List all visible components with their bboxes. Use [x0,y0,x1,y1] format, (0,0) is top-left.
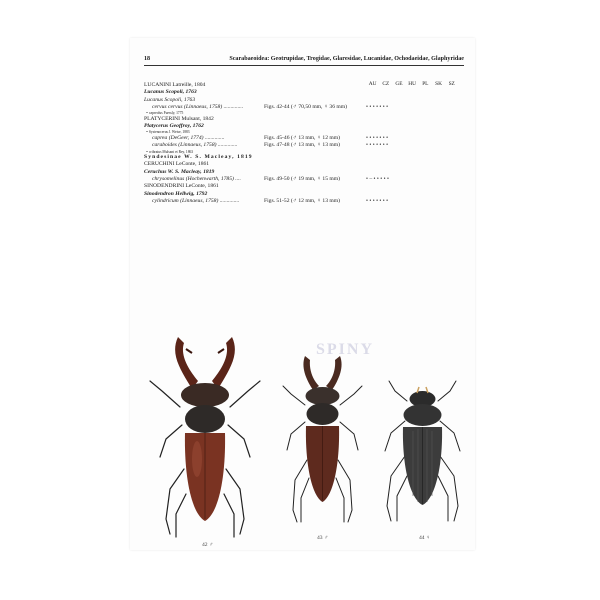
running-title: Scarabaeoidea: Geotrupidae, Trogidae, Glaresidae, Lucanidae, Ochodaeidae, Glaphyridae [229,56,464,62]
taxa-list [144,82,469,205]
taxon-row [144,97,469,104]
distribution-marks: • • • • • • • [366,142,389,149]
taxon-name: = cribratus Mulsant et Rey, 1863 [146,149,194,154]
book-page [130,38,475,550]
taxon-row [144,104,469,111]
taxon-name: chrysomelinus (Hochenwarth, 1785) .... [152,176,241,183]
figure-reference: Figs. 42-44 (♂ 70,50 mm, ♀ 36 mm) [264,103,347,110]
taxon-name: Syndesinae W. S. Macleay, 1819 [144,154,253,161]
figure-caption-42: 42 ♂ [202,542,214,548]
figure-caption-43: 43 ♂ [317,535,329,541]
taxon-name: Ceruchus W. S. Macleay, 1819 [144,168,215,175]
taxon-row [144,176,469,183]
distribution-marks: • – • • • • • [366,176,389,183]
watermark-text: SPINY [316,341,375,358]
taxon-name: caraboides (Linnaeus, 1758) .............. [152,142,238,149]
taxon-row [144,142,469,149]
distribution-marks: • • • • • • • [366,134,389,141]
taxon-name: CERUCHINI LeConte, 1861 [144,161,210,168]
header-rule [144,65,464,66]
taxon-name: cylindricum (Linnaeus, 1758) .............. [152,197,240,204]
taxon-row [144,116,469,123]
taxon-row [144,169,469,176]
country-column: AU [368,81,377,87]
taxon-row [144,191,469,198]
figure-reference: Figs. 51-52 (♂ 12 mm, ♀ 13 mm) [264,197,340,204]
taxon-name: cervus cervus (Linnaeus, 1758) .............. [152,103,244,110]
taxon-name: LUCANINI Latreille, 1804 [144,82,206,88]
taxon-name: Lucanus Scopoli, 1763 [144,89,197,96]
distribution-marks: • • • • • • • [366,197,389,204]
figure-reference: Figs. 47-48 (♂ 13 mm, ♀ 13 mm) [264,142,340,149]
country-column: HU [408,81,417,87]
taxon-row [144,89,469,96]
page-number: 18 [144,56,151,62]
taxon-name: = capreolus Fuessly, 1775 [146,111,184,116]
taxon-row [144,183,469,190]
country-column: GE [395,81,403,87]
taxon-row [144,154,469,161]
taxon-name: caprea (DeGeer, 1774) .............. [152,134,225,141]
figure-reference: Figs. 49-50 (♂ 19 mm, ♀ 15 mm) [264,176,340,183]
country-column: SZ [448,81,455,87]
figure-caption-44: 44 ♀ [419,535,431,541]
country-column: PL [422,81,429,87]
taxon-name: Platycerus Geoffroy, 1762 [144,123,204,130]
taxon-name: = Systenocerus J. Weise, 1883 [146,130,190,135]
country-column: CZ [382,81,390,87]
distribution-marks: • • • • • • • [366,103,389,110]
beetle-figure-43 [275,350,370,530]
figure-reference: Figs. 45-46 (♂ 13 mm, ♀ 12 mm) [264,134,340,141]
taxon-name: SINODENDRINI LeConte, 1861 [144,183,219,190]
taxon-row [144,82,469,89]
beetle-figure-42 [140,329,270,544]
figure-plate [130,323,475,548]
country-column: SK [435,81,442,87]
beetle-figure-44 [375,371,470,531]
taxon-row [144,123,469,130]
taxon-row [144,198,469,205]
taxon-name: PLATYCERINI Mulsant, 1842 [144,115,214,122]
taxon-name: Lucanus Scopoli, 1763 [144,96,196,103]
taxon-row [144,161,469,168]
taxon-name: Sinodendron Hellwig, 1792 [144,190,208,197]
